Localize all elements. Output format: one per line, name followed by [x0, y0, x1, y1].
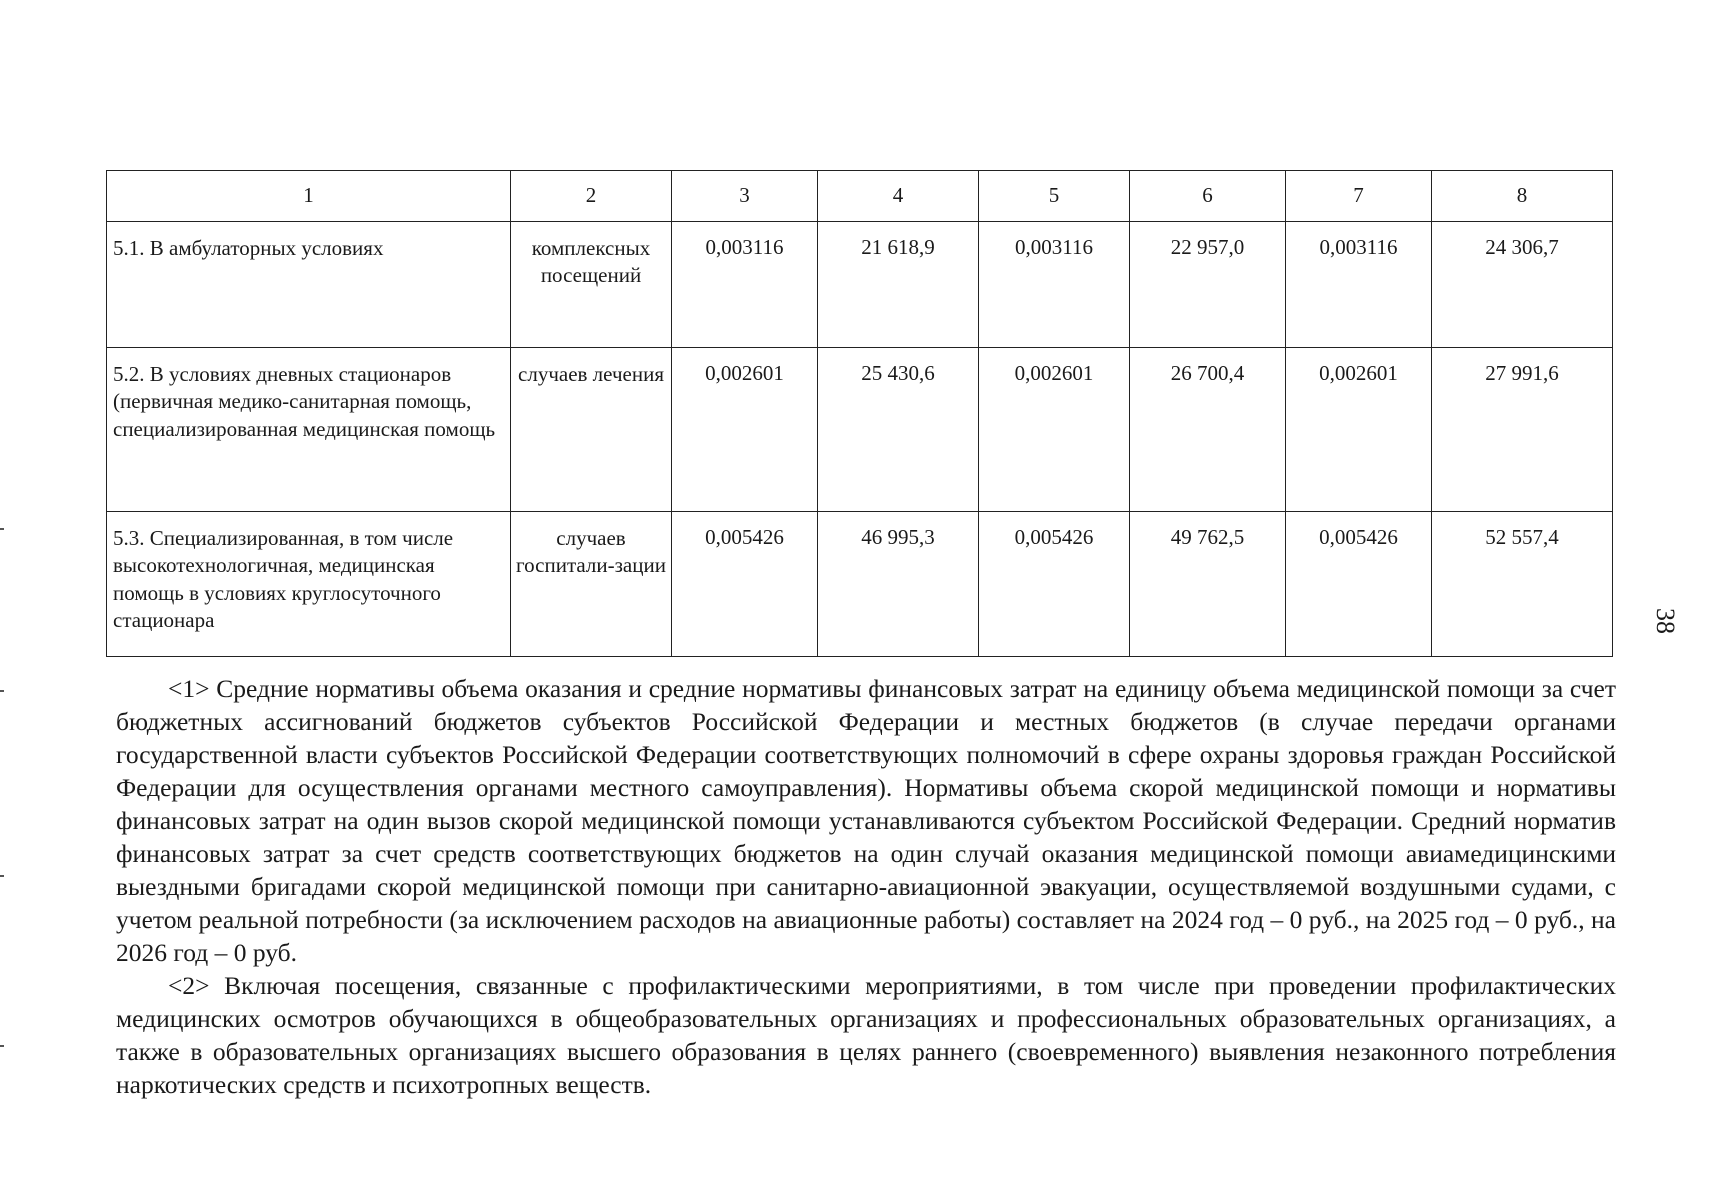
- row-name-cell: 5.2. В условиях дневных стационаров (первичная медико-санитарная помощь, специализированная медицинская помощь: [107, 348, 511, 512]
- scan-mark: [0, 1045, 4, 1047]
- value-cell: 21 618,9: [818, 222, 979, 348]
- value-cell: 25 430,6: [818, 348, 979, 512]
- column-header: 5: [979, 171, 1130, 222]
- footnote-1: <1> Средние нормативы объема оказания и средние нормативы финансовых затрат на единицу объема медицинской помощи за счет бюджетных ассигнований бюджетов субъектов Российской Федерации и местных бюджетов (в случае передачи органами государственной власти субъектов Российской Федерации соответствующих полномочий в сфере охраны здоровья граждан Российской Федерации для осуществления органами местного самоуправления). Нормативы объема скорой медицинской помощи и нормативы финансовых затрат на один вызов скорой медицинской помощи устанавливаются субъектом Российской Федерации. Средний норматив финансовых затрат за счет средств соответствующих бюджетов на один случай оказания медицинской помощи авиамедицинскими выездными бригадами скорой медицинской помощи при санитарно-авиационной эвакуации, осуществляемой воздушными судами, с учетом реальной потребности (за исключением расходов на авиационные работы) составляет на 2024 год – 0 руб., на 2025 год – 0 руб., на 2026 год – 0 руб.: [116, 674, 1616, 967]
- column-header: 2: [511, 171, 672, 222]
- row-name-cell: 5.1. В амбулаторных условиях: [107, 222, 511, 348]
- scan-mark: [0, 875, 4, 877]
- footnotes: [116, 672, 1616, 1101]
- column-header: 1: [107, 171, 511, 222]
- value-cell: 0,003116: [1286, 222, 1432, 348]
- row-unit-cell: комплексных посещений: [511, 222, 672, 348]
- table-row: [107, 222, 1613, 348]
- table-row: [107, 348, 1613, 512]
- value-cell: 26 700,4: [1130, 348, 1286, 512]
- page-number: 38: [1651, 608, 1680, 634]
- value-cell: 0,003116: [979, 222, 1130, 348]
- value-cell: 0,005426: [979, 512, 1130, 657]
- value-cell: 52 557,4: [1432, 512, 1613, 657]
- scan-mark: [0, 690, 4, 692]
- value-cell: 46 995,3: [818, 512, 979, 657]
- row-unit-cell: случаев госпитали-зации: [511, 512, 672, 657]
- value-cell: 0,005426: [672, 512, 818, 657]
- row-unit-cell: случаев лечения: [511, 348, 672, 512]
- value-cell: 27 991,6: [1432, 348, 1613, 512]
- column-header: 7: [1286, 171, 1432, 222]
- value-cell: 24 306,7: [1432, 222, 1613, 348]
- column-header: 6: [1130, 171, 1286, 222]
- column-header: 8: [1432, 171, 1613, 222]
- table-header-row: [107, 171, 1613, 222]
- value-cell: 49 762,5: [1130, 512, 1286, 657]
- column-header: 4: [818, 171, 979, 222]
- row-name-cell: 5.3. Специализированная, в том числе высокотехнологичная, медицинская помощь в условиях круглосуточного стационара: [107, 512, 511, 657]
- column-header: 3: [672, 171, 818, 222]
- value-cell: 0,003116: [672, 222, 818, 348]
- table-row: [107, 512, 1613, 657]
- footnote-2: <2> Включая посещения, связанные с профилактическими мероприятиями, в том числе при проведении профилактических медицинских осмотров обучающихся в общеобразовательных организациях и профессиональных образовательных организациях, а также в образовательных организациях высшего образования в целях раннего (своевременного) выявления незаконного потребления наркотических средств и психотропных веществ.: [116, 971, 1616, 1099]
- norms-table: [106, 170, 1613, 657]
- value-cell: 0,002601: [672, 348, 818, 512]
- value-cell: 0,005426: [1286, 512, 1432, 657]
- scan-mark: [0, 528, 4, 530]
- value-cell: 0,002601: [1286, 348, 1432, 512]
- value-cell: 22 957,0: [1130, 222, 1286, 348]
- value-cell: 0,002601: [979, 348, 1130, 512]
